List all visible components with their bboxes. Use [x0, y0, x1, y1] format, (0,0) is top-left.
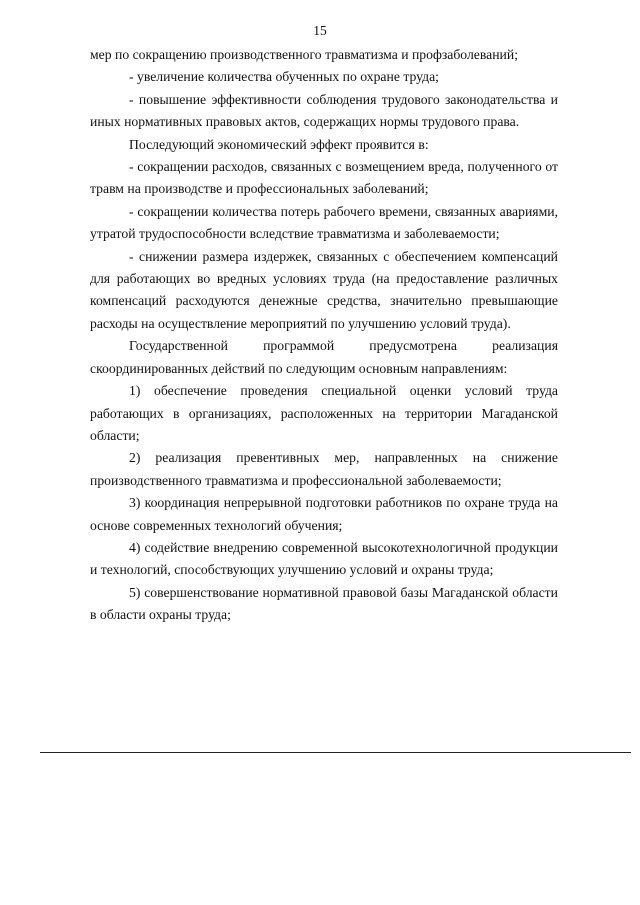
- list-item-reduce-compensation: - снижении размера издержек, связанных с обеспечением компенсаций для работающих во вредных условиях труда (на предоставление различных компенсаций расходуются денежные средства, значительно превышающие расходы на осуществление мероприятий по улучшению условий труда).: [90, 248, 558, 331]
- direction-item-1: 1) обеспечение проведения специальной оценки условий труда работающих в организациях, расположенных на территории Магаданской области;: [90, 383, 558, 443]
- direction-item-4: 4) содействие внедрению современной высокотехнологичной продукции и технологий, способствующих улучшению условий и охраны труда;: [90, 539, 558, 578]
- paragraph-continuation: мер по сокращению производственного травматизма и профзаболеваний;: [90, 47, 519, 62]
- list-item-trained-count: - увеличение количества обученных по охране труда;: [129, 69, 439, 85]
- list-item-law-compliance: - повышение эффективности соблюдения трудового законодательства и иных нормативных правовых актов, содержащих нормы трудового права.: [90, 91, 558, 130]
- page-number: 15: [313, 23, 327, 38]
- list-item-reduce-time-loss: - сокращении количества потерь рабочего времени, связанных авариями, утратой трудоспособности вследствие травматизма и заболеваемости;: [90, 203, 558, 242]
- direction-item-3: 3) координация непрерывной подготовки работников по охране труда на основе современных технологий обучения;: [90, 495, 558, 533]
- paragraph-economic-effect: Последующий экономический эффект проявится в:: [129, 136, 429, 152]
- document-body: [90, 44, 558, 627]
- direction-item-5: 5) совершенствование нормативной правовой базы Магаданской области в области охраны труда;: [90, 584, 558, 623]
- bottom-divider-line: [40, 752, 631, 753]
- paragraph-program-directions: Государственной программой предусмотрена реализация скоординированных действий по следующим основным направлениям:: [90, 338, 558, 376]
- list-item-reduce-costs: - сокращении расходов, связанных с возмещением вреда, полученного от травм на производстве и профессиональных заболеваний;: [90, 159, 558, 197]
- direction-item-2: 2) реализация превентивных мер, направленных на снижение производственного травматизма и профессиональной заболеваемости;: [90, 450, 558, 488]
